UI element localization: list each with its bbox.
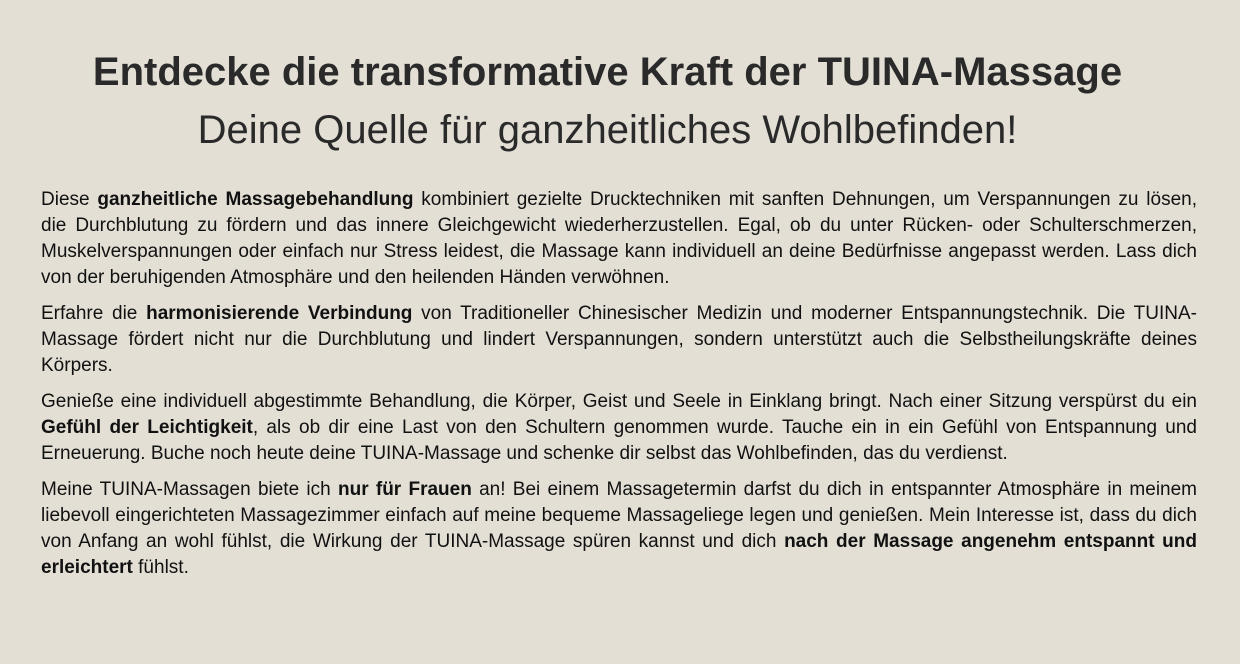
- paragraph-text: an! Bei einem Massagetermin darfst du dich in entspannter Atmosphäre in meinem liebevoll eingerichteten Massagezimmer einfach auf meine bequeme Massageliege legen und genießen. Mein Interesse ist, dass du dich von Anfang an wohl fühlst, die Wirkung der TUINA-Massage spüren kannst und dich: [41, 479, 1197, 552]
- article-body: [41, 187, 1197, 591]
- paragraph-emphasis: Gefühl der Leichtigkeit: [41, 417, 253, 438]
- paragraph-text: Erfahre die: [41, 303, 147, 324]
- paragraph-women-only: [41, 477, 1197, 581]
- paragraph-harmony: [41, 301, 1197, 379]
- paragraph-emphasis: ganzheitliche Massagebehandlung: [97, 189, 414, 210]
- paragraph-emphasis: nach der Massage angenehm entspannt und erleichtert: [41, 531, 1197, 578]
- paragraph-text: Meine TUINA-Massagen biete ich: [41, 479, 338, 500]
- paragraph-text: Diese: [41, 189, 98, 210]
- paragraph-text: , als ob dir eine Last von den Schultern genommen wurde. Tauche ein in ein Gefühl von Entspannung und Erneuerung. Buche noch heute deine TUINA-Massage und schenke dir selbst das Wohlbefinden, das du verdienst.: [41, 417, 1197, 464]
- paragraph-text: Genieße eine individuell abgestimmte Behandlung, die Körper, Geist und Seele in Einklang bringt. Nach einer Sitzung verspürst du ein: [41, 391, 1197, 412]
- paragraph-text: fühlst.: [132, 557, 189, 578]
- page-title: Entdecke die transformative Kraft der TUINA-Massage: [92, 50, 1123, 94]
- paragraph-intro: [41, 187, 1197, 291]
- paragraph-treatment: [41, 389, 1197, 467]
- paragraph-text: kombiniert gezielte Drucktechniken mit sanften Dehnungen, um Verspannungen zu lösen, die Durchblutung zu fördern und das innere Gleichgewicht wiederherzustellen. Egal, ob du unter Rücken- oder Schulterschmerzen, Muskelverspannungen oder einfach nur Stress leidest, die Massage kann individuell an deine Bedürfnisse angepasst werden. Lass dich von der beruhigenden Atmosphäre und den heilenden Händen verwöhnen.: [41, 189, 1197, 288]
- paragraph-emphasis: harmonisierende Verbindung: [146, 303, 413, 324]
- paragraph-text: von Traditioneller Chinesischer Medizin und moderner Entspannungstechnik. Die TUINA-Massage fördert nicht nur die Durchblutung und lindert Verspannungen, sondern unterstützt auch die Selbstheilungskräfte deines Körpers.: [41, 303, 1197, 376]
- paragraph-emphasis: nur für Frauen: [337, 479, 472, 500]
- page-subtitle: Deine Quelle für ganzheitliches Wohlbefinden!: [197, 108, 1018, 152]
